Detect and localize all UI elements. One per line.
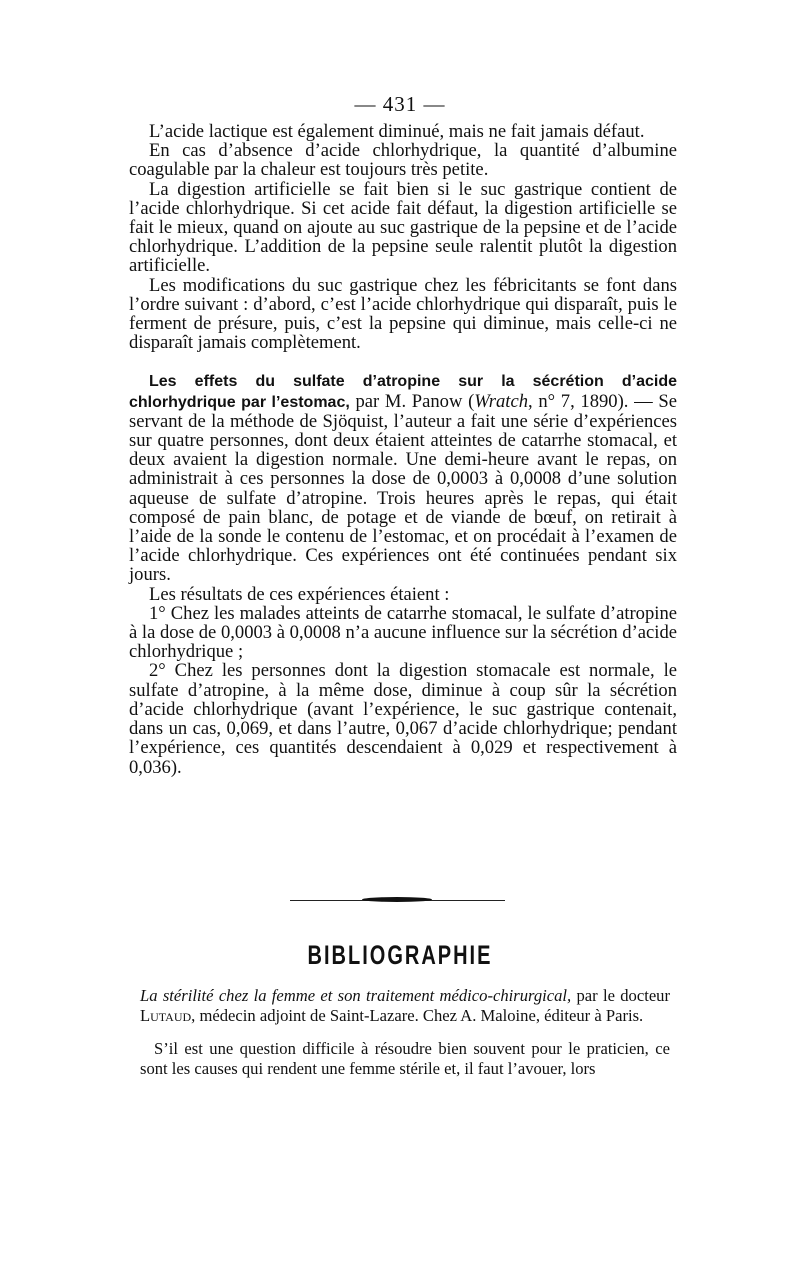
book-title: La stérilité chez la femme et son traitement médico-chirurgical, <box>140 986 572 1005</box>
paragraph: En cas d’absence d’acide chlorhydrique, la quantité d’albumine coagulable par la chaleur est toujours très petite. <box>129 140 677 181</box>
journal-ref: , n° 7, 1890). <box>528 390 629 412</box>
book-author: Lutaud <box>140 1006 192 1026</box>
ornamental-divider <box>290 896 505 906</box>
section-heading: BIBLIOGRAPHIE <box>307 940 493 971</box>
bibliography-entry <box>140 986 670 1027</box>
paragraph: 1° Chez les malades atteints de catarrhe stomacal, le sulfate d’atropine à la dose de 0,0003 à 0,0008 n’a aucune influence sur la sécrétion d’acide chlorhydrique ; <box>129 602 677 663</box>
page-number: — 431 — <box>354 92 446 116</box>
article-author: par M. Panow ( <box>349 390 475 412</box>
book-by: par le docteur <box>571 986 671 1005</box>
paragraph: 2° Chez les personnes dont la digestion stomacale est normale, le sulfate d’atropine, à la même dose, diminue à coup sûr la sécrétion d’acide chlorhydrique (avant l’expérience, le suc gastrique contenait, dans un cas, 0,069, et dans l’autre, 0,067 d’acide chlorhydrique; pendant l’expérience, ces quantités descendaient à 0,029 et respectivement à 0,036). <box>129 660 677 778</box>
paragraph: Les modifications du suc gastrique chez les fébricitants se font dans l’ordre suivant : d’abord, c’est l’acide chlorhydrique qui disparaît, puis le ferment de présure, puis, c’est la pepsine qui diminue, mais celle-ci ne disparaît jamais complètement. <box>129 274 677 354</box>
bibliography <box>140 986 670 1080</box>
book-publisher: , médecin adjoint de Saint-Lazare. Chez A. Maloine, éditeur à Paris. <box>191 1006 644 1026</box>
main-text <box>129 122 677 777</box>
journal-name: Wratch <box>474 390 529 412</box>
paragraph: Les résultats de ces expériences étaient : <box>149 583 450 605</box>
divider-ornament <box>362 897 432 902</box>
article-title: Les effets du sulfate d’atropine sur la sécrétion d’acide chlorhydrique par l’estomac, <box>129 373 677 411</box>
bibliography-paragraph: S’il est une question difficile à résoudre bien souvent pour le praticien, ce sont les causes qui rendent une femme stérile et, il faut l’avouer, lors <box>140 1038 670 1079</box>
paragraph: L’acide lactique est également diminué, mais ne fait jamais défaut. <box>149 121 645 142</box>
article-text: — Se servant de la méthode de Sjöquist, l’auteur a fait une série d’expériences sur quatre personnes, dont deux étaient atteintes de catarrhe stomacal, et deux avaient la digestion normale. Une demi-heure avant le repas, on administrait à ces personnes la dose de 0,0003 à 0,0008 d’une solution aqueuse de sulfate d’atropine. Trois heures après le repas, qui était composé de pain blanc, de potage et de viande de bœuf, on retirait à l’aide de la sonde le contenu de l’estomac, et on procédait à l’examen de l’acide chlorhydrique. Ces expériences ont été continuées pendant six jours. <box>129 390 677 586</box>
paragraph: La digestion artificielle se fait bien si le suc gastrique contient de l’acide chlorhydrique. Si cet acide fait défaut, la digestion artificielle se fait le mieux, quand on ajoute au suc gastrique de la pepsine et de l’acide chlorhydrique. L’addition de la pepsine seule ralentit plutôt la digestion artificielle. <box>129 178 677 277</box>
article-paragraph <box>129 371 677 584</box>
